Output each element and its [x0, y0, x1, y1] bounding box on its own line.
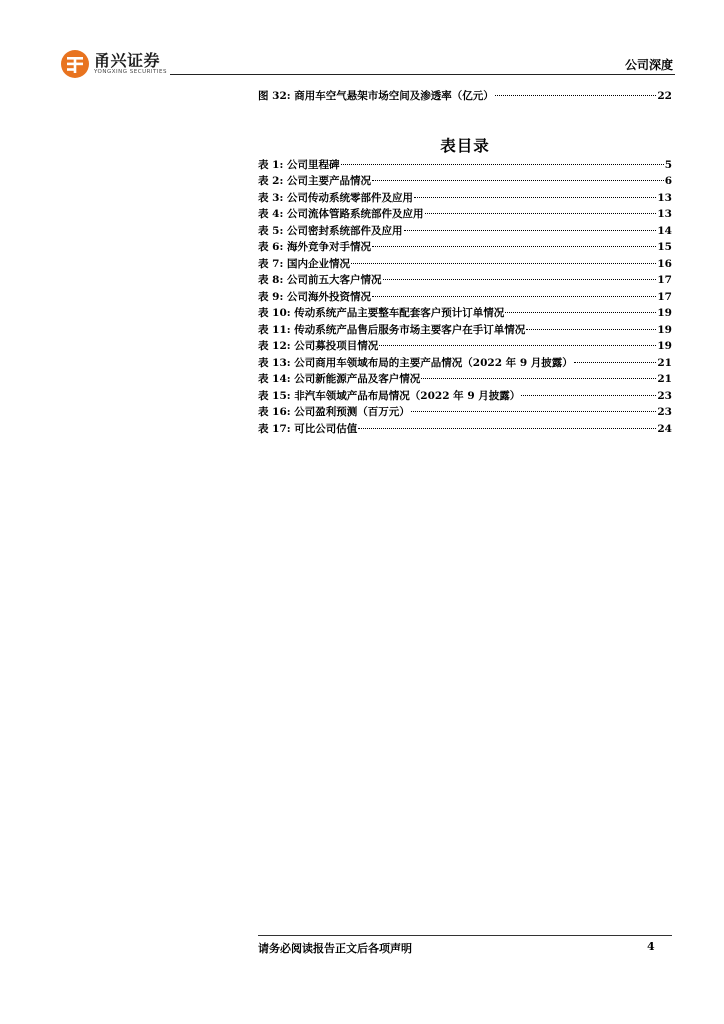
toc-table-entry[interactable]: [258, 339, 672, 353]
logo-name-en: YONGXING SECURITIES: [94, 69, 168, 75]
toc-entry-label: 表 14: 公司新能源产品及客户情况: [258, 373, 421, 385]
footer-divider: [258, 935, 672, 936]
toc-table-entry[interactable]: [258, 224, 672, 238]
toc-leader-dots: [351, 263, 656, 264]
toc-leader-dots: [521, 395, 656, 396]
toc-figure-entry[interactable]: [258, 89, 672, 103]
toc-leader-dots: [495, 95, 657, 96]
toc-entry-label: 表 6: 海外竞争对手情况: [258, 241, 371, 253]
toc-entry-label: 表 8: 公司前五大客户情况: [258, 274, 382, 286]
toc-entry-page: 14: [657, 225, 672, 237]
toc-leader-dots: [505, 312, 656, 313]
toc-leader-dots: [411, 411, 657, 412]
toc-table-entry[interactable]: [258, 191, 672, 205]
toc-leader-dots: [414, 197, 656, 198]
header-divider: [170, 74, 675, 75]
toc-entry-page: 23: [657, 390, 672, 402]
footer-disclaimer: 请务必阅读报告正文后各项声明: [258, 942, 412, 955]
toc-entry-label: 表 15: 非汽车领域产品布局情况（2022 年 9 月披露）: [258, 390, 521, 402]
toc-leader-dots: [379, 345, 656, 346]
toc-table-entry[interactable]: [258, 207, 672, 221]
toc-leader-dots: [425, 213, 657, 214]
logo-name-cn: 甬兴证券: [94, 51, 161, 70]
toc-table-entry[interactable]: [258, 290, 672, 304]
toc-leader-dots: [526, 329, 656, 330]
toc-table-entry[interactable]: [258, 372, 672, 386]
toc-table-entry[interactable]: [258, 422, 672, 436]
toc-entry-page: 17: [657, 291, 672, 303]
toc-leader-dots: [404, 230, 657, 231]
toc-entry-label: 表 10: 传动系统产品主要整车配套客户预计订单情况: [258, 307, 505, 319]
toc-entry-label: 表 5: 公司密封系统部件及应用: [258, 225, 403, 237]
toc-leader-dots: [421, 378, 656, 379]
company-logo: [60, 48, 167, 80]
toc-entry-label: 表 9: 公司海外投资情况: [258, 291, 371, 303]
toc-entry-page: 21: [657, 357, 672, 369]
toc-entry-label: 表 2: 公司主要产品情况: [258, 175, 371, 187]
toc-entry-label: 图 32: 商用车空气悬架市场空间及渗透率（亿元）: [258, 90, 494, 102]
toc-entry-page: 19: [657, 324, 672, 336]
toc-leader-dots: [372, 296, 656, 297]
toc-entry-label: 表 3: 公司传动系统零部件及应用: [258, 192, 413, 204]
toc-entry-page: 23: [657, 406, 672, 418]
toc-entry-page: 19: [657, 307, 672, 319]
toc-table-entry[interactable]: [258, 257, 672, 271]
footer-page-number: 4: [647, 940, 655, 953]
toc-table-entry[interactable]: [258, 306, 672, 320]
toc-entry-label: 表 16: 公司盈利预测（百万元）: [258, 406, 410, 418]
toc-entry-label: 表 17: 可比公司估值: [258, 423, 358, 435]
table-of-tables-title: 表目录: [440, 137, 490, 155]
toc-entry-label: 表 4: 公司流体管路系统部件及应用: [258, 208, 424, 220]
toc-entry-page: 16: [657, 258, 672, 270]
toc-table-entry[interactable]: [258, 405, 672, 419]
toc-entry-page: 19: [657, 340, 672, 352]
page-header: [60, 48, 675, 80]
toc-entry-page: 22: [657, 90, 672, 102]
toc-table-entry[interactable]: [258, 323, 672, 337]
toc-leader-dots: [383, 279, 657, 280]
document-type-label: 公司深度: [624, 58, 673, 72]
toc-table-entry[interactable]: [258, 273, 672, 287]
toc-table-entry[interactable]: [258, 240, 672, 254]
toc-leader-dots: [574, 362, 657, 363]
toc-leader-dots: [372, 180, 664, 181]
toc-entry-page: 13: [657, 208, 672, 220]
toc-leader-dots: [372, 246, 656, 247]
toc-entry-page: 21: [657, 373, 672, 385]
toc-entry-label: 表 7: 国内企业情况: [258, 258, 350, 270]
toc-leader-dots: [341, 164, 664, 165]
toc-table-entry[interactable]: [258, 174, 672, 188]
toc-table-entry[interactable]: [258, 158, 672, 172]
toc-entry-label: 表 13: 公司商用车领域布局的主要产品情况（2022 年 9 月披露）: [258, 357, 573, 369]
toc-table-entry[interactable]: [258, 389, 672, 403]
toc-entry-page: 5: [664, 159, 672, 171]
toc-leader-dots: [358, 428, 656, 429]
toc-entry-label: 表 11: 传动系统产品售后服务市场主要客户在手订单情况: [258, 324, 526, 336]
yongxing-logo-icon: [60, 49, 90, 79]
toc-entry-page: 17: [657, 274, 672, 286]
toc-entry-page: 24: [657, 423, 672, 435]
toc-entry-label: 表 12: 公司募投项目情况: [258, 340, 379, 352]
toc-entry-page: 6: [664, 175, 672, 187]
toc-entry-page: 13: [657, 192, 672, 204]
toc-entry-page: 15: [657, 241, 672, 253]
toc-entry-label: 表 1: 公司里程碑: [258, 159, 340, 171]
toc-table-entry[interactable]: [258, 356, 672, 370]
